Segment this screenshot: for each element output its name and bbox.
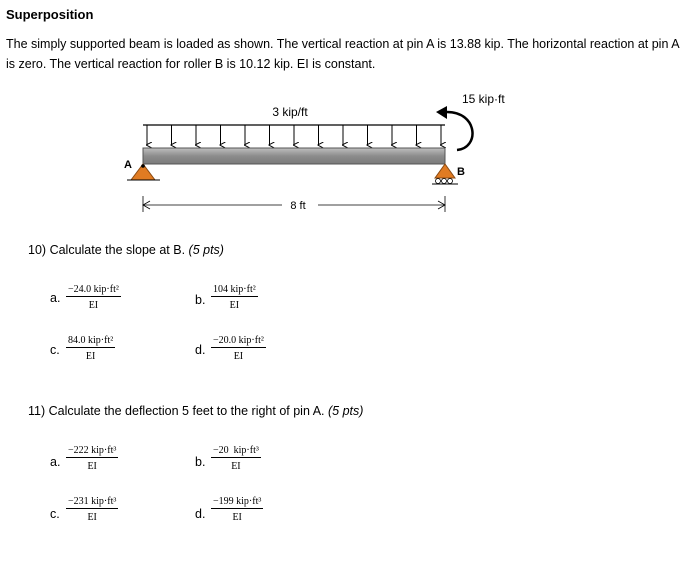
q10-option-b[interactable]	[211, 284, 258, 311]
q10-option-c-numerator: 84.0 kip·ft²	[68, 335, 114, 346]
q11-option-b-numerator: −20 kip·ft³	[213, 445, 259, 456]
q10-option-b-numerator: 104 kip·ft²	[213, 284, 256, 295]
support-a-label: A	[124, 159, 132, 171]
q11-option-d-letter[interactable]: d.	[195, 507, 206, 521]
q11-option-a-denominator: EI	[87, 461, 97, 472]
q11-option-d[interactable]	[211, 496, 263, 523]
q10-points: (5 pts)	[188, 243, 224, 257]
beam	[143, 148, 445, 164]
q10-option-c-letter[interactable]: c.	[50, 343, 60, 357]
q11-option-c-numerator: −231 kip·ft³	[68, 496, 117, 507]
q10-option-b-denominator: EI	[229, 300, 240, 311]
q11-option-c-denominator: EI	[87, 512, 97, 523]
moment-label: 15 kip·ft	[462, 92, 505, 106]
span-label: 8 ft	[290, 200, 306, 212]
q11-option-d-numerator: −199 kip·ft³	[213, 496, 262, 507]
q11-option-a[interactable]	[66, 445, 118, 472]
q11-option-c[interactable]	[66, 496, 118, 523]
question-11	[28, 404, 363, 418]
q10-option-a[interactable]	[66, 284, 121, 311]
q10-option-a-numerator: −24.0 kip·ft²	[68, 284, 119, 295]
q11-option-b[interactable]	[211, 445, 261, 472]
q10-option-b-letter[interactable]: b.	[195, 293, 206, 307]
q10-option-c-denominator: EI	[85, 351, 96, 362]
q11-number: 11)	[28, 404, 46, 418]
q10-option-a-letter[interactable]: a.	[50, 291, 61, 305]
q11-option-a-letter[interactable]: a.	[50, 455, 61, 469]
q11-option-b-letter[interactable]: b.	[195, 455, 206, 469]
distributed-load-label: 3 kip/ft	[272, 105, 308, 119]
q11-points: (5 pts)	[327, 404, 364, 418]
q10-option-d-numerator: −20.0 kip·ft²	[213, 335, 264, 346]
q11-text: Calculate the deflection 5 feet to the right of pin A.	[48, 404, 325, 418]
q10-number: 10)	[28, 243, 47, 257]
load-arrows	[147, 125, 441, 145]
support-b-label: B	[457, 166, 465, 178]
q10-option-c[interactable]	[66, 335, 115, 362]
q11-option-c-letter[interactable]: c.	[50, 507, 60, 521]
q10-option-a-denominator: EI	[88, 300, 99, 311]
question-10	[28, 243, 224, 257]
q10-option-d[interactable]	[211, 335, 266, 362]
beam-diagram	[0, 0, 694, 230]
q11-option-d-denominator: EI	[232, 512, 242, 523]
q10-option-d-letter[interactable]: d.	[195, 343, 206, 357]
q10-option-d-denominator: EI	[233, 351, 244, 362]
q10-text: Calculate the slope at B.	[49, 243, 186, 257]
problem-intro: The simply supported beam is loaded as shown. The vertical reaction at pin A is 13.88 kip. The horizontal reaction at pin A is zero. The vertical reaction for roller B is 10.12 kip. EI is constant.	[6, 37, 679, 71]
problem-title: Superposition	[6, 7, 94, 22]
q11-option-b-denominator: EI	[231, 461, 241, 472]
distributed-load	[143, 125, 445, 145]
roller-support-b	[432, 164, 458, 184]
q11-option-a-numerator: −222 kip·ft³	[68, 445, 117, 456]
